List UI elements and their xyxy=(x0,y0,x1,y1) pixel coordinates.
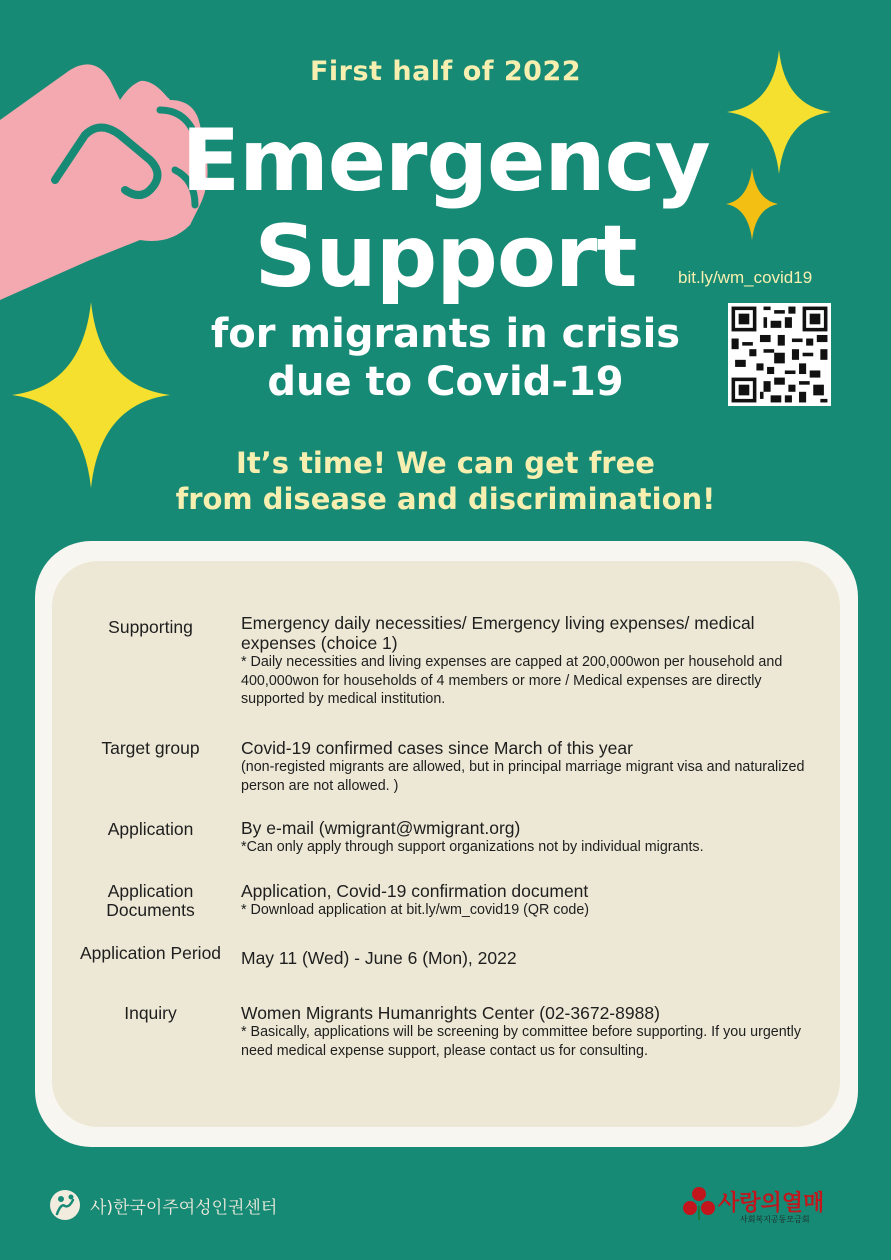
detail-value: Emergency daily necessities/ Emergency living expenses/ medical expenses (choice 1) * Daily necessities and living expenses are capped at 200,000won per household and 400,000won for households of 4 members or more / Medical expenses are directly supported by medical institution. xyxy=(241,613,821,709)
detail-label: Target group xyxy=(101,738,200,758)
title-line-2: Support xyxy=(254,207,637,307)
slogan-line-1: It’s time! We can get free xyxy=(236,446,655,480)
detail-label: Application xyxy=(107,819,194,839)
right-org-subtitle: 사회복지공동모금회 xyxy=(740,1215,810,1224)
detail-label: Supporting xyxy=(108,617,193,637)
detail-value: Covid-19 confirmed cases since March of this year (non-registed migrants are allowed, but in principal marriage migrant visa and naturalized person are not allowed. ) xyxy=(241,738,821,795)
slogan-line-2: from disease and discrimination! xyxy=(175,482,716,516)
right-org-name: 사랑의열매 xyxy=(718,1191,825,1216)
detail-note: * Download application at bit.ly/wm_covid19 (QR code) xyxy=(241,902,590,918)
detail-note: * Basically, applications will be screening by committee before supporting. If you urgently need medical expense support, please contact us for consulting. xyxy=(241,1024,801,1059)
short-url-link[interactable]: bit.ly/wm_covid19 xyxy=(678,268,813,287)
subtitle-line-1: for migrants in crisis xyxy=(210,311,681,357)
subtitle-line-2: due to Covid-19 xyxy=(267,359,624,405)
detail-value: By e-mail (wmigrant@wmigrant.org) *Can only apply through support organizations not by individual migrants. xyxy=(241,818,821,857)
detail-label: Application Documents xyxy=(106,881,195,920)
org-emblem-icon xyxy=(48,1188,82,1222)
detail-label: Application Period xyxy=(79,943,222,963)
detail-note: (non-registed migrants are allowed, but in principal marriage migrant visa and naturalized person are not allowed. ) xyxy=(241,759,805,794)
women-migrants-center-logo xyxy=(48,1188,278,1220)
detail-value: Women Migrants Humanrights Center (02-3672-8988) * Basically, applications will be screening by committee before supporting. If you urgently need medical expense support, please contact us for consulting. xyxy=(241,1003,821,1060)
detail-label: Inquiry xyxy=(124,1003,177,1023)
title-line-1: Emergency xyxy=(181,111,710,211)
love-fruit-logo-icon xyxy=(683,1186,715,1222)
detail-note: * Daily necessities and living expenses are capped at 200,000won per household and 400,000won for households of 4 members or more / Medical expenses are directly supported by medical institution. xyxy=(241,654,783,707)
detail-value: May 11 (Wed) - June 6 (Mon), 2022 xyxy=(241,948,517,968)
campaign-period: First half of 2022 xyxy=(309,56,582,87)
detail-note: *Can only apply through support organizations not by individual migrants. xyxy=(241,839,704,855)
left-org-name: 사)한국이주여성인권센터 xyxy=(90,1198,278,1218)
qr-code[interactable] xyxy=(728,303,831,406)
detail-value: Application, Covid-19 confirmation document * Download application at bit.ly/wm_covid19 (QR code) xyxy=(241,881,821,920)
